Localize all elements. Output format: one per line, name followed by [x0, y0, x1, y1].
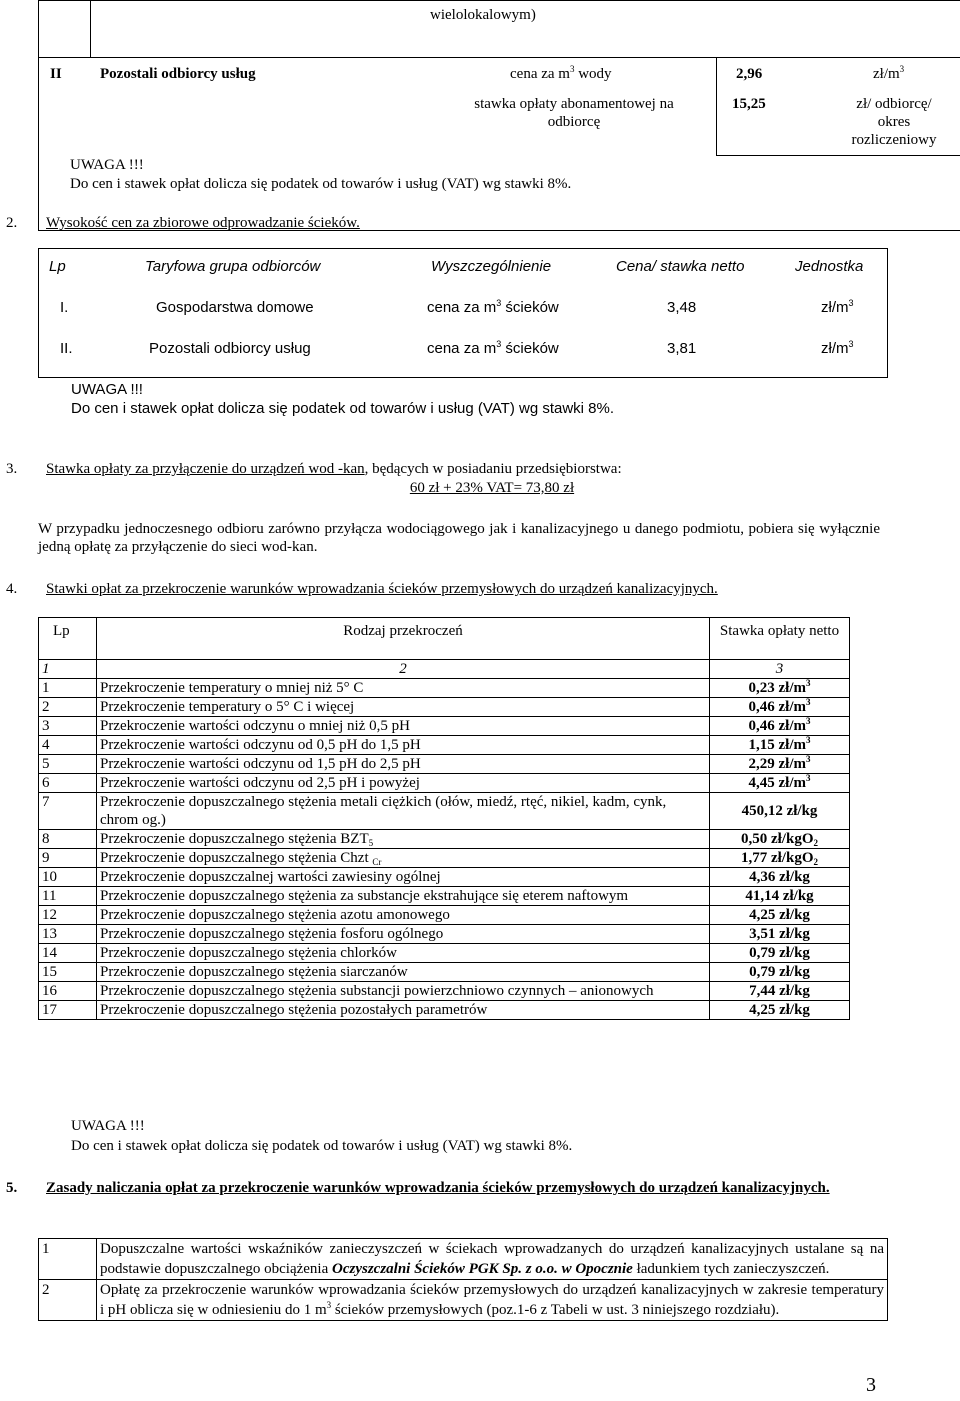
row-description: Przekroczenie dopuszczalnego stężenia metali ciężkich (ołów, miedź, rtęć, nikiel, kadm, cynk, chrom og.): [97, 793, 710, 830]
table-row: [39, 925, 850, 944]
warning-title: UWAGA !!!: [70, 157, 144, 173]
rule-text: Dopuszczalne wartości wskaźników zanieczyszczeń w ściekach wprowadzanych do urządzeń kanalizacyjnych ustalane są na podstawie dopuszczalnego obciążenia Oczyszczalni Ścieków PGK Sp. z o.o. w Opocznie ładunkiem tych zanieczyszczeń.: [97, 1239, 888, 1280]
table-row: [39, 736, 850, 755]
header-price: Cena/ stawka netto: [616, 258, 745, 275]
header-group: Taryfowa grupa odbiorców: [145, 258, 321, 275]
row-number: 8: [39, 830, 97, 849]
header-rate: Stawka opłaty netto: [710, 618, 850, 660]
table-row: [39, 982, 850, 1001]
row-rate: 0,23 $zł/m^3$: [710, 679, 850, 698]
row-lp: I.: [60, 299, 69, 316]
section-2-title: Wysokość cen za zbiorowe odprowadzanie ścieków.: [46, 215, 360, 231]
row-number: II: [50, 66, 62, 82]
table-row: [39, 887, 850, 906]
row-description: Przekroczenie wartości odczynu od 1,5 pH do 2,5 pH: [97, 755, 710, 774]
warning-title: UWAGA !!!: [71, 1118, 145, 1134]
row-rate: 3,51 zł/kg: [710, 925, 850, 944]
row-description: Przekroczenie temperatury o 5° C i więcej: [97, 698, 710, 717]
row-number: 1: [39, 679, 97, 698]
row-group: Pozostali odbiorcy usług: [149, 340, 311, 357]
section-2-number: 2.: [6, 215, 18, 231]
row-description: Przekroczenie dopuszczalnego stężenia chlorków: [97, 944, 710, 963]
section-5-number: 5.: [6, 1180, 18, 1196]
row-price: 3,81: [667, 340, 697, 357]
header-lp: Lp: [49, 258, 66, 275]
col-number: 3: [710, 660, 850, 679]
abonament-unit: zł/ odbiorcę/ okres rozliczeniowy: [851, 96, 937, 148]
row-description: Przekroczenie dopuszczalnej wartości zawiesiny ogólnej: [97, 868, 710, 887]
group-name: Pozostali odbiorcy usług: [100, 66, 256, 82]
water-price: 2,96: [736, 66, 763, 82]
rule-text: Opłatę za przekroczenie warunków wprowadzania ścieków przemysłowych do urządzeń kanalizacyjnych w zakresie temperatury i pH oblicza się w odniesieniu do 1 $m^3$ ścieków przemysłowych (poz.1-6 z Tabeli w ust. 3 niniejszego rozdziału).: [97, 1280, 888, 1321]
section-3-number: 3.: [6, 461, 18, 477]
header-desc: Wyszczególnienie: [431, 258, 552, 275]
table-row: [39, 830, 850, 849]
row-desc: cena za $m^3$ ścieków: [427, 298, 559, 316]
row-number: 5: [39, 755, 97, 774]
table-row: [39, 679, 850, 698]
table-row: [39, 717, 850, 736]
table-row: [39, 944, 850, 963]
table-row: [39, 849, 850, 868]
row-number: 7: [39, 793, 97, 830]
row-description: Przekroczenie wartości odczynu o mniej niż 0,5 pH: [97, 717, 710, 736]
header-lp: Lp: [39, 618, 97, 660]
row-number: 4: [39, 736, 97, 755]
row-number: 16: [39, 982, 97, 1001]
row-rate: 4,36 zł/kg: [710, 868, 850, 887]
table-row: [39, 906, 850, 925]
section-5-title: Zasady naliczania opłat za przekroczenie warunków wprowadzania ścieków przemysłowych do urządzeń kanalizacyjnych.: [46, 1180, 830, 1196]
row-number: 11: [39, 887, 97, 906]
table-row: [39, 963, 850, 982]
row-rate: 4,25 zł/kg: [710, 906, 850, 925]
row-rate: 4,45 $zł/m^3$: [710, 774, 850, 793]
row-number: 9: [39, 849, 97, 868]
row-number: 10: [39, 868, 97, 887]
row-number: 15: [39, 963, 97, 982]
rule-number: 1: [39, 1239, 97, 1280]
continuation-text: wielolokalowym): [430, 7, 536, 23]
row-number: 3: [39, 717, 97, 736]
row-rate: 1,77 zł/kgO$_2$: [710, 849, 850, 868]
row-description: Przekroczenie dopuszczalnego stężenia pozostałych parametrów: [97, 1001, 710, 1020]
row-rate: 1,15 $zł/m^3$: [710, 736, 850, 755]
header-kind: Rodzaj przekroczeń: [97, 618, 710, 660]
table-row: [39, 755, 850, 774]
warning-text: Do cen i stawek opłat dolicza się podatek od towarów i usług (VAT) wg stawki 8%.: [71, 400, 615, 417]
row-rate: 0,50 zł/kgO$_2$: [710, 830, 850, 849]
water-price-table: [38, 0, 960, 230]
table-row: [39, 698, 850, 717]
row-description: Przekroczenie wartości odczynu od 0,5 pH do 1,5 pH: [97, 736, 710, 755]
table-row: [39, 868, 850, 887]
warning-text: Do cen i stawek opłat dolicza się podatek od towarów i usług (VAT) wg stawki 8%.: [71, 1138, 573, 1154]
water-price-desc: cena za $m^3$ wody: [510, 64, 612, 82]
abonament-desc: stawka opłaty abonamentowej na odbiorcę: [474, 96, 674, 130]
row-rate: 0,79 zł/kg: [710, 963, 850, 982]
connection-fee: 60 zł + 23% VAT= 73,80 zł: [409, 480, 575, 496]
sewage-price-table: [38, 248, 888, 378]
row-group: Gospodarstwa domowe: [156, 299, 314, 316]
row-rate: 41,14 zł/kg: [710, 887, 850, 906]
row-unit: $zł/m^3$: [821, 298, 854, 316]
col-number: 1: [39, 660, 97, 679]
row-description: Przekroczenie wartości odczynu od 2,5 pH i powyżej: [97, 774, 710, 793]
warning-title: UWAGA !!!: [71, 381, 143, 398]
row-description: Przekroczenie dopuszczalnego stężenia azotu amonowego: [97, 906, 710, 925]
row-description: Przekroczenie dopuszczalnego stężenia fosforu ogólnego: [97, 925, 710, 944]
table-row: [39, 774, 850, 793]
section-3-paragraph: W przypadku jednoczesnego odbioru zarówno przyłącza wodociągowego jak i kanalizacyjnego u danego podmiotu, pobiera się wyłącznie jedną opłatę za przyłączenie do sieci wod-kan.: [38, 521, 880, 555]
row-number: 14: [39, 944, 97, 963]
row-number: 2: [39, 698, 97, 717]
row-description: Przekroczenie dopuszczalnego stężenia $BZT_5$: [97, 830, 710, 849]
row-number: 6: [39, 774, 97, 793]
row-rate: 4,25 zł/kg: [710, 1001, 850, 1020]
row-description: Przekroczenie dopuszczalnego stężenia siarczanów: [97, 963, 710, 982]
row-number: 13: [39, 925, 97, 944]
col-number: 2: [97, 660, 710, 679]
row-rate: 0,46 $zł/m^3$: [710, 698, 850, 717]
row-number: 17: [39, 1001, 97, 1020]
row-rate: 2,29 $zł/m^3$: [710, 755, 850, 774]
row-description: Przekroczenie temperatury o mniej niż 5° C: [97, 679, 710, 698]
row-rate: 0,79 zł/kg: [710, 944, 850, 963]
row-lp: II.: [60, 340, 73, 357]
row-rate: 450,12 zł/kg: [710, 793, 850, 830]
excess-rates-table: [38, 617, 850, 1020]
water-unit: $zł/m^3$: [873, 64, 905, 82]
row-description: Przekroczenie dopuszczalnego stężenia za substancje ekstrahujące się eterem naftowym: [97, 887, 710, 906]
row-description: Przekroczenie dopuszczalnego stężenia Chzt $_{Cr}$: [97, 849, 710, 868]
row-number: 12: [39, 906, 97, 925]
row-rate: 0,46 $zł/m^3$: [710, 717, 850, 736]
rules-table: [38, 1238, 888, 1321]
table-row: [39, 1001, 850, 1020]
rule-number: 2: [39, 1280, 97, 1321]
section-4-title: Stawki opłat za przekroczenie warunków wprowadzania ścieków przemysłowych do urządzeń kanalizacyjnych.: [46, 581, 718, 597]
page-number: 3: [866, 1374, 876, 1396]
row-rate: 7,44 zł/kg: [710, 982, 850, 1001]
abonament-price: 15,25: [732, 96, 766, 112]
section-3-title: Stawka opłaty za przyłączenie do urządzeń wod -kan, będących w posiadaniu przedsiębiorstwa:: [46, 461, 622, 477]
section-4-number: 4.: [6, 581, 18, 597]
row-description: Przekroczenie dopuszczalnego stężenia substancji powierzchniowo czynnych – anionowych: [97, 982, 710, 1001]
row-unit: $zł/m^3$: [821, 339, 854, 357]
row-price: 3,48: [667, 299, 697, 316]
warning-text: Do cen i stawek opłat dolicza się podatek od towarów i usług (VAT) wg stawki 8%.: [70, 176, 572, 192]
row-desc: cena za $m^3$ ścieków: [427, 339, 559, 357]
table-row: [39, 793, 850, 830]
header-unit: Jednostka: [795, 258, 864, 275]
